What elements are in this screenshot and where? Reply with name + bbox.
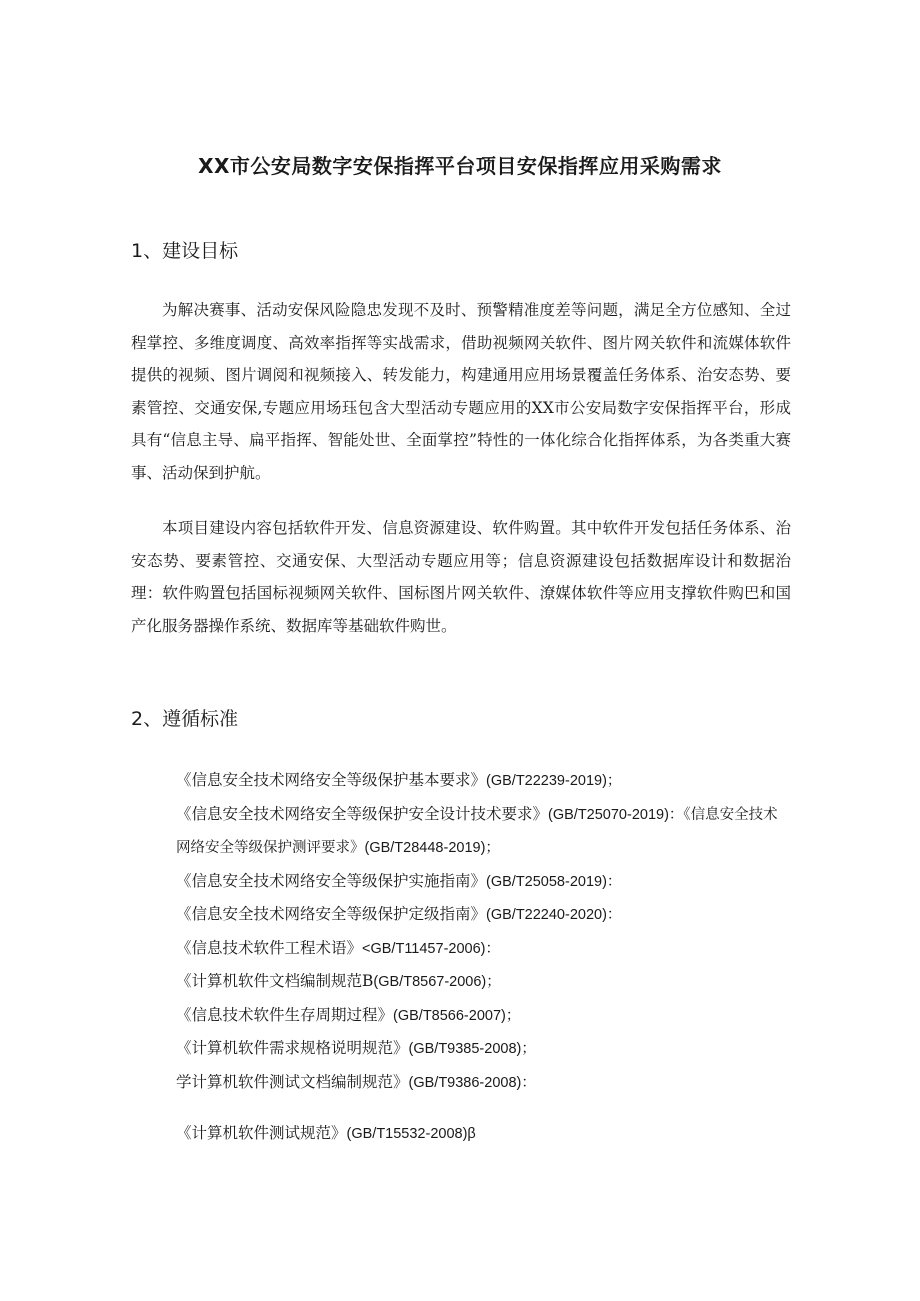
standard-name: 《信息安全技术网络安全等级保护定级指南》	[176, 905, 487, 923]
standard-code: (GB/T22239-2019)；	[486, 773, 622, 789]
standard-name: 《信息技术软件工程术语》	[176, 938, 363, 957]
list-item	[176, 764, 791, 798]
paragraph-scope: 本项目建设内容包括软件开发、信息资源建设、软件购置。其中软件开发包括任务体系、治安态势、要素管控、交通安保、大型活动专题应用等；信息资源建设包括数据库设计和数据治理：软件购置包括国标视频网关软件、国标图片网关软件、潦媒体软件等应用支撑软件购巴和国产化服务器操作系统、数据库等基础软件购世。	[131, 519, 791, 635]
standard-code: (GB/T22240-2020)：	[486, 907, 622, 923]
standards-list	[176, 764, 791, 1151]
section-heading-goals: 1、建设目标	[131, 240, 239, 262]
standard-name: 《计算机软件测试规范》	[176, 1124, 347, 1142]
standard-name: 《信息安全技术网络安全等级保护安全设计技术要求》	[176, 804, 549, 823]
page-title: XX市公安局数字安保指挥平台项目安保指挥应用采购需求	[198, 154, 722, 178]
standard-name: 《信息技术软件生存周期过程》	[176, 1005, 394, 1024]
list-item	[176, 1032, 791, 1066]
standard-code: (GB/T9386-2008)：	[408, 1074, 536, 1091]
standard-name: 《信息安全技术网络安全等级保护基本要求》	[176, 771, 487, 789]
list-item	[176, 999, 791, 1033]
standard-code: (GB/T15532-2008)β	[346, 1126, 476, 1142]
standard-code: (GB/T25070-2019)：《信息安全技术网络安全等级保护测评要求》(GB/T28448-2019)；	[176, 806, 778, 856]
standard-code: (GB/T8567-2006)；	[373, 974, 501, 990]
list-item	[176, 898, 791, 932]
list-item	[176, 1066, 791, 1100]
standard-name: 《计算机软件需求规格说明规范》	[176, 1039, 409, 1057]
list-item	[176, 865, 791, 899]
list-item	[176, 932, 791, 966]
list-item	[176, 1117, 791, 1151]
standard-code: (GB/T9385-2008)；	[408, 1041, 536, 1057]
standard-code: <GB/T11457-2006)：	[362, 940, 500, 957]
standard-code: (GB/T8566-2007)；	[393, 1007, 521, 1024]
standard-code: (GB/T25058-2019)：	[486, 873, 622, 890]
list-item	[176, 965, 791, 999]
paragraph-goals: 为解决赛事、活动安保风险隐忠发现不及时、预警精准度差等问题，满足全方位感知、全过程掌控、多维度调度、高效率指挥等实战需求，借助视频网关软件、图片网关软件和流媒体软件提供的视频、图片调阅和视频接入、转发能力，构建通用应用场景覆盖任务体系、治安态势、要素管控、交通安保,专题应用场珏包含大型活动专题应用的XX市公安局数字安保指挥平台，形成具有“信息主导、扁平指挥、智能处世、全面掌控”特性的一体化综合化指挥体系，为各类重大赛事、活动保到护航。	[131, 301, 791, 482]
standard-name: 学计算机软件测试文档编制规范》	[176, 1072, 409, 1091]
standard-name: 《计算机软件文档编制规范B	[176, 972, 374, 990]
list-item	[176, 798, 791, 865]
section-heading-standards: 2、遵循标准	[131, 708, 239, 730]
standard-name: 《信息安全技术网络安全等级保护实施指南》	[176, 871, 487, 890]
